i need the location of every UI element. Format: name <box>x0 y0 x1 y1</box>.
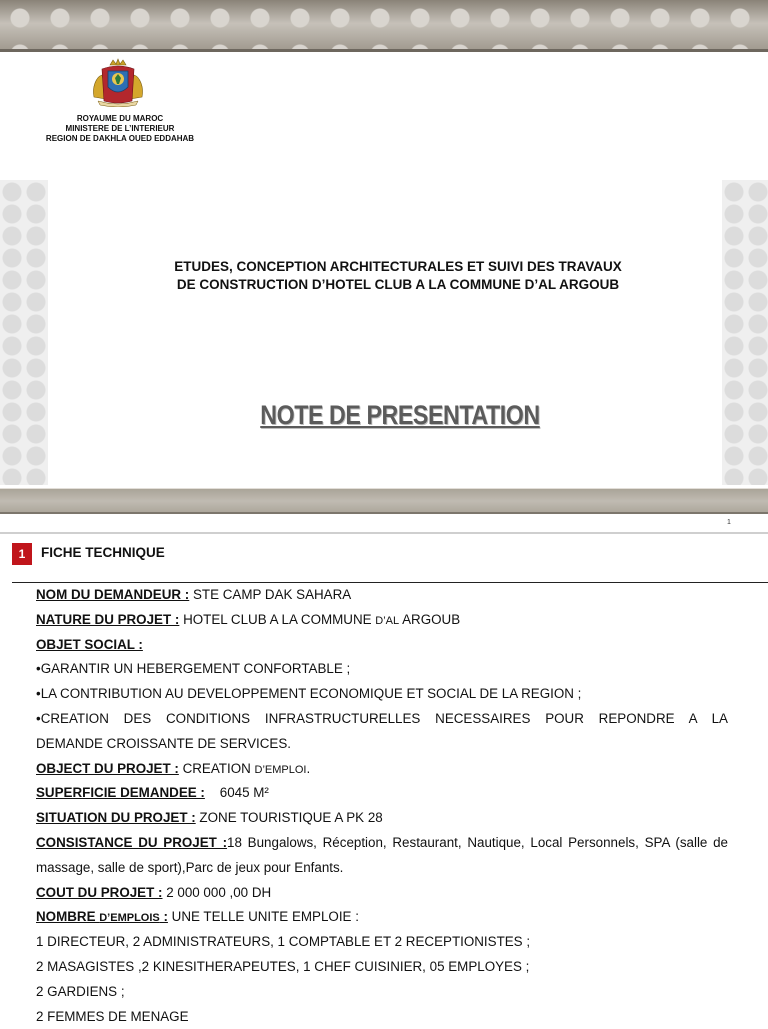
situation-value: ZONE TOURISTIQUE A PK 28 <box>195 810 383 826</box>
gov-line-kingdom: ROYAUME DU MAROC <box>76 114 164 123</box>
consistance-label: CONSISTANCE DU PROJET : <box>36 834 228 850</box>
decorative-footer-band <box>0 488 768 514</box>
consistance-row <box>36 831 728 856</box>
study-title-line-1: ETUDES, CONCEPTION ARCHITECTURALES ET SUIVI DES TRAVAUX <box>174 259 622 274</box>
emplois-label-b: D’EMPLOIS <box>99 912 160 925</box>
situation-row <box>36 806 728 831</box>
emplois-row <box>36 905 728 930</box>
emplois-label <box>36 909 168 924</box>
object-projet-row <box>36 757 728 782</box>
cover-panel <box>48 180 722 485</box>
emplois-line: 2 GARDIENS ; <box>36 983 125 999</box>
nature-value-b: D’AL <box>375 614 400 627</box>
gov-line-ministry: MINISTERE DE L’INTERIEUR <box>65 124 175 133</box>
study-title <box>80 258 716 294</box>
objet-social-item: •LA CONTRIBUTION AU DEVELOPPEMENT ECONOMIQUE ET SOCIAL DE LA REGION ; <box>36 686 582 702</box>
superficie-row <box>36 781 728 806</box>
objet-social-label: OBJET SOCIAL : <box>36 636 143 652</box>
cout-value: 2 000 000 ,00 DH <box>162 884 272 900</box>
emplois-value: UNE TELLE UNITE EMPLOIE : <box>167 909 359 925</box>
emplois-line: 2 FEMMES DE MENAGE <box>36 1008 189 1024</box>
emplois-line: 2 MASAGISTES ,2 KINESITHERAPEUTES, 1 CHEF CUISINIER, 05 EMPLOYES ; <box>36 958 530 974</box>
objet-social-item: DEMANDE CROISSANTE DE SERVICES. <box>36 735 291 751</box>
fiche-technique-content <box>36 583 728 1029</box>
gov-line-region: REGION DE DAKHLA OUED EDDAHAB <box>45 134 195 143</box>
demandeur-row <box>36 583 728 608</box>
object-projet-value-b: D’EMPLOI <box>254 763 307 776</box>
nature-row <box>36 608 728 633</box>
hexagon-pattern-right <box>722 180 768 485</box>
object-projet-value-a: CREATION <box>178 760 255 776</box>
objet-social-item: •CREATION DES CONDITIONS INFRASTRUCTURELLES NECESSAIRES POUR REPONDRE A LA <box>36 710 728 726</box>
emplois-label-a: NOMBRE <box>36 909 100 925</box>
note-title: NOTE DE PRESENTATION <box>260 400 540 430</box>
consistance-value-1: 18 Bungalows, Réception, Restaurant, Nautique, Local Personnels, SPA (salle de <box>227 834 728 850</box>
page-number: 1 <box>727 519 731 526</box>
nature-value-c: ARGOUB <box>399 611 461 627</box>
demandeur-label: NOM DU DEMANDEUR : <box>36 587 190 602</box>
superficie-label: SUPERFICIE DEMANDEE : <box>36 785 205 801</box>
objet-social-row <box>36 633 728 658</box>
government-header <box>20 114 220 144</box>
study-title-line-2: DE CONSTRUCTION D’HOTEL CLUB A LA COMMUNE D’AL ARGOUB <box>176 277 620 292</box>
decorative-top-band <box>0 0 768 52</box>
object-projet-value-c: . <box>306 760 311 776</box>
slide-divider <box>0 532 768 534</box>
section-title: FICHE TECHNIQUE <box>41 545 165 560</box>
emplois-line: 1 DIRECTEUR, 2 ADMINISTRATEURS, 1 COMPTABLE ET 2 RECEPTIONISTES ; <box>36 934 531 950</box>
section-number-badge: 1 <box>12 543 32 565</box>
superficie-value: 6045 M² <box>204 785 269 801</box>
consistance-continuation: massage, salle de sport),Parc de jeux pour Enfants. <box>36 859 344 875</box>
nature-label: NATURE DU PROJET : <box>36 611 180 627</box>
coat-of-arms-icon <box>88 57 148 107</box>
hexagon-pattern-left <box>0 180 48 485</box>
demandeur-value: STE CAMP DAK SAHARA <box>189 587 352 602</box>
objet-social-item: •GARANTIR UN HEBERGEMENT CONFORTABLE ; <box>36 661 351 677</box>
nature-value-a: HOTEL CLUB A LA COMMUNE <box>179 611 376 627</box>
object-projet-label: OBJECT DU PROJET : <box>36 760 179 776</box>
cout-row <box>36 881 728 906</box>
emplois-label-c: : <box>159 909 168 925</box>
cout-label: COUT DU PROJET : <box>36 884 163 900</box>
situation-label: SITUATION DU PROJET : <box>36 810 196 826</box>
